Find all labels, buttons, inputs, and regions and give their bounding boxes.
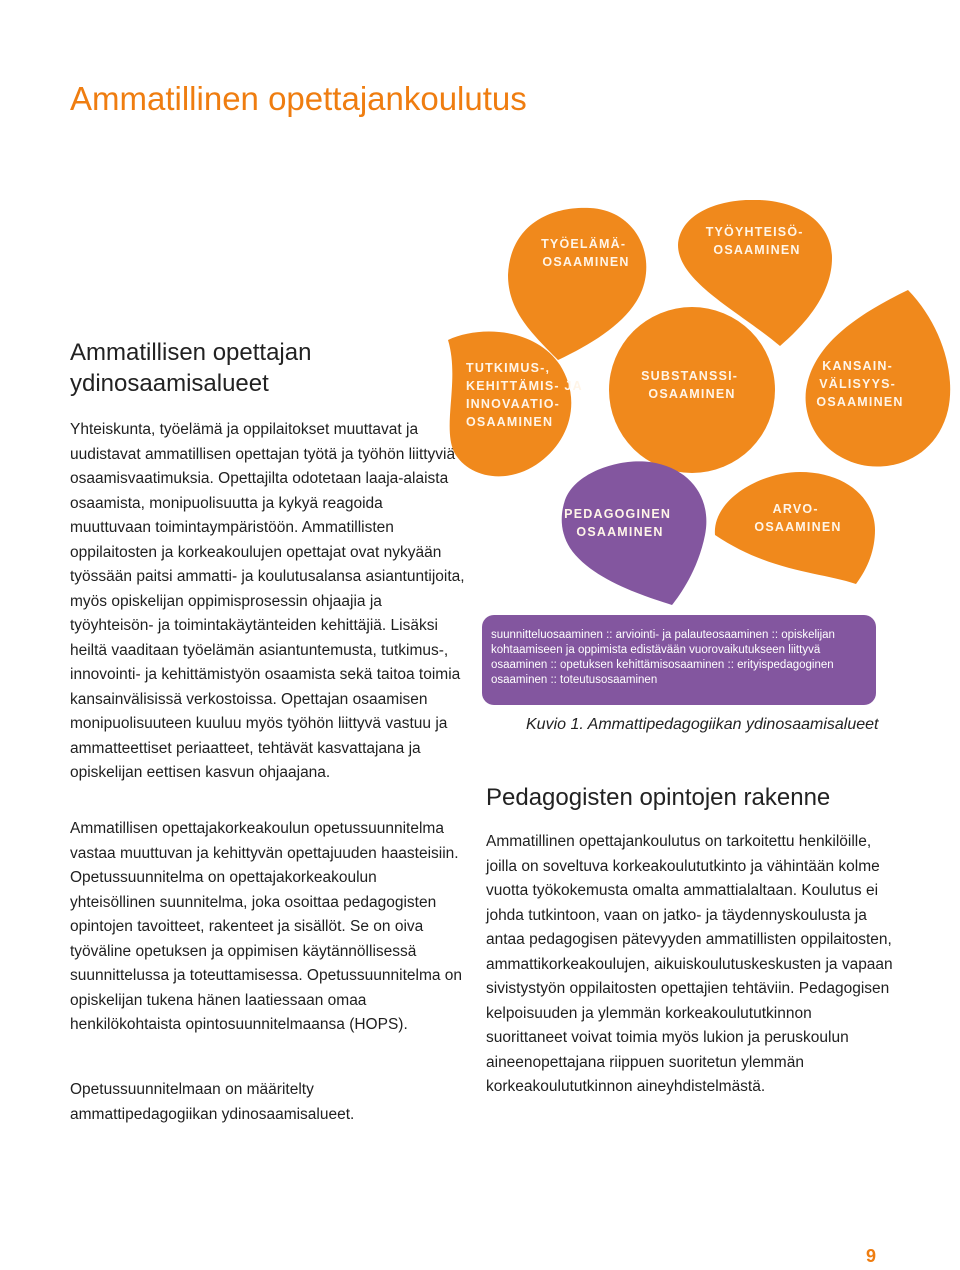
label-tyoelama-line2: OSAAMINEN [542, 255, 630, 269]
legend-line-3: osaaminen :: opetuksen kehittämisosaaminen :: erityispedagoginen [491, 659, 834, 671]
section-heading-core-competences [70, 337, 450, 399]
label-pedagoginen-line1: PEDAGOGINEN [564, 507, 672, 521]
legend-line-2: kohtaamiseen ja oppimista edistävään vuorovaikutukseen liittyvä [491, 644, 821, 656]
label-tyoelama-line1: TYÖELÄMÄ- [541, 237, 627, 251]
heading-line-2: ydinosaamisalueet [70, 370, 269, 397]
label-tyoyhteiso-line1: TYÖYHTEISÖ- [705, 225, 804, 239]
label-kansainvalisyys-line2: VÄLISYYS- [819, 377, 897, 391]
legend-line-4: osaaminen :: toteutusosaaminen [491, 674, 658, 686]
body-paragraph-2: Ammatillisen opettajakorkeakoulun opetussuunnitelma vastaa muuttuvan ja kehittyvän opettajuuden haasteisiin. Opetussuunnitelma on opettajakorkeakoulun yhteisöllinen suunnitelma, joka osoittaa pedagogisten opintojen tavoitteet, rakenteet ja sisällöt. Se on oiva työväline opetuksen ja oppimisen käytännöllisessä suunnittelussa ja toteuttamisessa. Opetussuunnitelma on opiskelijan tukena hänen laatiessaan omaa henkilökohtaista opintosuunnitelmaansa (HOPS). [70, 820, 463, 1033]
body-paragraph-4: Ammatillinen opettajankoulutus on tarkoitettu henkilöille, joilla on soveltuva korkeakoulututkinto ja vähintään kolme vuotta työkokemusta omalta ammattialaltaan. Koulutus ei johda tutkintoon, vaan on jatko- ja täydennyskoulusta ja antaa pedagogisen pätevyyden ammatillisten oppilaitosten, ammattikorkeakoulujen, aikuiskoulutuskeskusten ja vapaan sivistystyön oppilaitosten opettajien tehtäviin. Pedagogisen kelpoisuuden ja ylemmän korkeakoulututkinnon suorittaneet voivat toimia myös lukion ja peruskoulun aineenopettajana riippuen suoritetun ylemmän korkeakoulututkinnon aineyhdistelmästä. [486, 833, 893, 1095]
label-tutkimus-line1: TUTKIMUS-, [466, 361, 551, 375]
label-substanssi-line2: OSAAMINEN [648, 387, 736, 401]
label-tyoyhteiso-line2: OSAAMINEN [713, 243, 801, 257]
label-arvo-line2: OSAAMINEN [754, 520, 842, 534]
label-substanssi-line1: SUBSTANSSI- [641, 369, 739, 383]
label-kansainvalisyys-line3: OSAAMINEN [816, 395, 904, 409]
label-pedagoginen-line2: OSAAMINEN [576, 525, 664, 539]
core-competences-diagram [440, 200, 960, 720]
section-heading-structure: Pedagogisten opintojen rakenne [486, 784, 831, 811]
petal-tyoelama [508, 208, 646, 360]
label-tutkimus-line4: OSAAMINEN [466, 415, 554, 429]
page-number: 9 [866, 1246, 877, 1266]
page-title: Ammatillinen opettajankoulutus [70, 80, 527, 117]
label-kansainvalisyys [816, 359, 903, 409]
figure-caption: Kuvio 1. Ammattipedagogiikan ydinosaamisalueet [526, 716, 879, 733]
body-paragraph-3: Opetussuunnitelmaan on määritelty ammattipedagogiikan ydinosaamisalueet. [70, 1081, 355, 1123]
legend-line-1: suunnitteluosaaminen :: arviointi- ja palauteosaaminen :: opiskelijan [491, 629, 835, 641]
body-paragraph-1: Yhteiskunta, työelämä ja oppilaitokset muuttavat ja uudistavat ammatillisen opettajan työtä ja työhön liittyviä osaamisvaatimuksia. Opettajilta odotetaan laaja-alaista osaamista, monipuolisuutta ja kykyä reagoida muuttuvaan toimintaympäristöön. Ammatillisten oppilaitosten ja korkeakoulujen opettajat ovat nykyään työssään paitsi ammatti- ja koulutusalansa asiantuntijoita, myös opiskelijan oppimisprosessin ohjaajia ja työyhteisön- ja toimintakäytänteiden kehittäjiä. Lisäksi heiltä vaaditaan työelämän asiantuntemusta, tutkimus-, innovointi- ja kehittämistyön osaamista sekä taitoa toimia kansainvälisissä verkostoissa. Opettajan osaamisen monipuolisuuteen kuuluu myös työhön liittyvä vastuu ja ammatteettiset periaatteet, tehtävät kasvattajana ja opiskelijan eettisen kasvun ohjaajana. [70, 421, 465, 781]
label-arvo-line1: ARVO- [772, 502, 819, 516]
label-tutkimus-line3: INNOVAATIO- [466, 397, 560, 411]
label-kansainvalisyys-line1: KANSAIN- [822, 359, 894, 373]
heading-line-1: Ammatillisen opettajan [70, 339, 312, 366]
label-tutkimus-line2: KEHITTÄMIS- JA [466, 379, 583, 393]
